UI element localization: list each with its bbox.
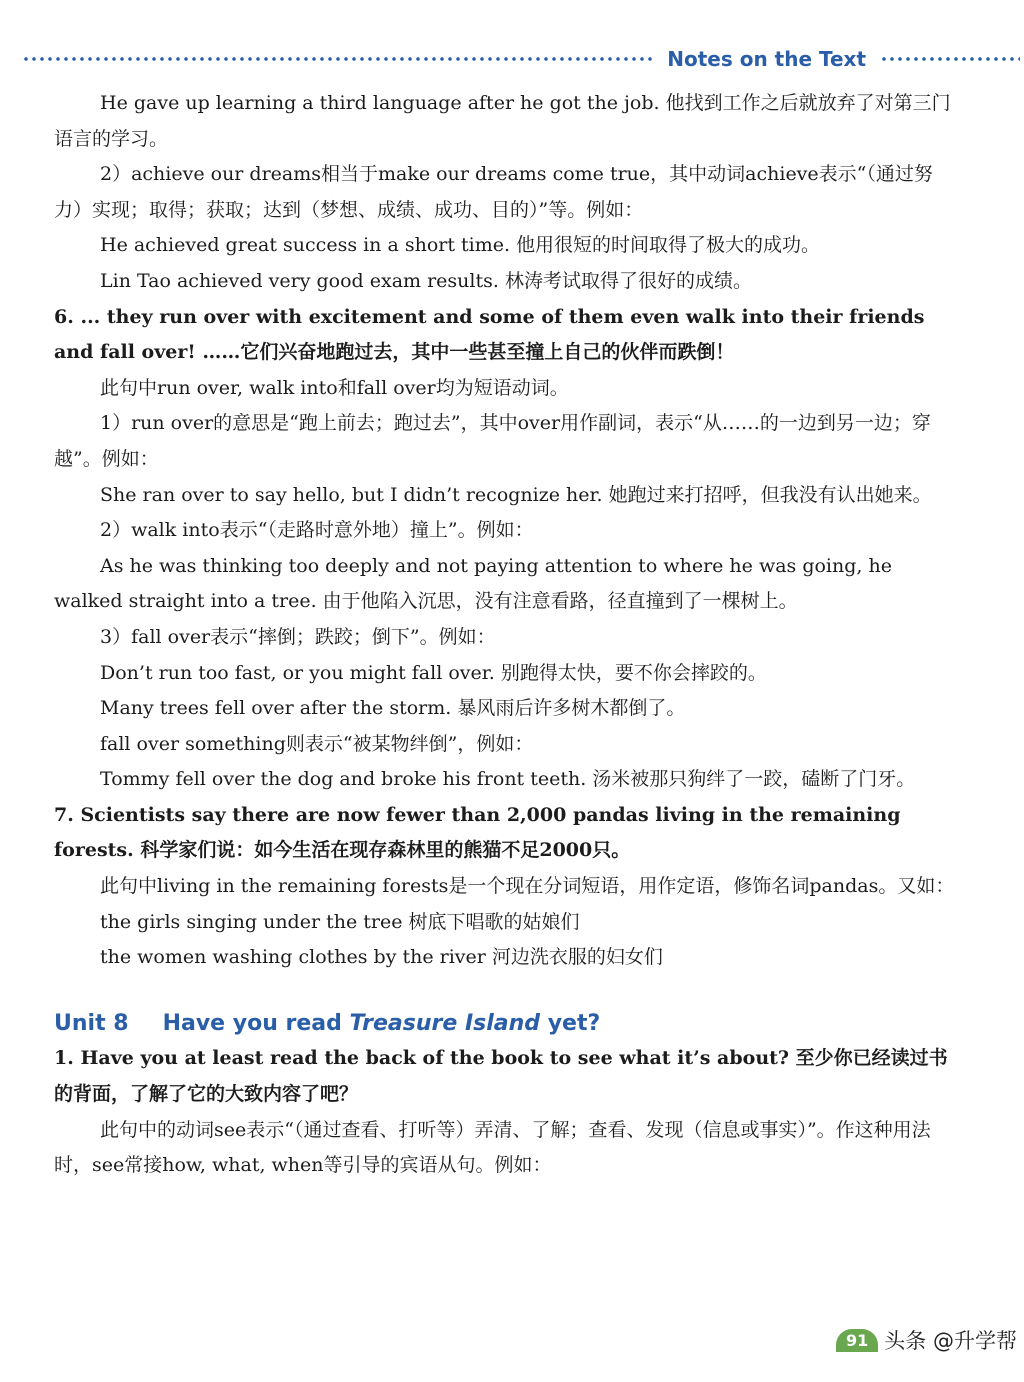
note-heading-7: 7. Scientists say there are now fewer than 2,000 pandas living in the remaining forests. 科学家们说：如今生活在现存森林里的熊猫不足2000只。 [54, 803, 901, 862]
running-header [22, 42, 1020, 76]
text-line: Many trees fell over after the storm. 暴风雨后许多树木都倒了。 [100, 697, 686, 720]
text-line: 2）achieve our dreams相当于make our dreams come true，其中动词achieve表示“（通过努力）实现；取得；获取；达到（梦想、成绩、成功、目的）”等。例如： [54, 163, 933, 221]
header-title: Notes on the Text [667, 47, 866, 71]
text-line: 此句中living in the remaining forests是一个现在分词短语，用作定语，修饰名词pandas。又如： [100, 875, 955, 898]
unit-heading [54, 1006, 958, 1042]
text-line: the girls singing under the tree 树底下唱歌的姑娘们 [100, 910, 580, 933]
note-heading-1: 1. Have you at least read the back of the book to see what it’s about? 至少你已经读过书的背面，了解了它的大致内容了吧？ [54, 1047, 948, 1106]
text-line: 1）run over的意思是“跑上前去；跑过去”，其中over用作副词，表示“从……的一边到另一边；穿越”。例如： [54, 412, 931, 470]
text-line: Lin Tao achieved very good exam results. 林涛考试取得了很好的成绩。 [100, 269, 752, 292]
text-line: As he was thinking too deeply and not paying attention to where he was going, he walked straight into a tree. 由于他陷入沉思，没有注意看路，径直撞到了一棵树上。 [54, 554, 892, 613]
text-line: the women washing clothes by the river 河边洗衣服的妇女们 [100, 946, 663, 969]
text-line: He achieved great success in a short time. 他用很短的时间取得了极大的成功。 [100, 234, 821, 257]
note-heading-6: 6. ... they run over with excitement and some of them even walk into their friends and fall over! ……它们兴奋地跑过去，其中一些甚至撞上自己的伙伴而跌倒！ [54, 305, 925, 364]
text-line: Don’t run too fast, or you might fall over. 别跑得太快，要不你会摔跤的。 [100, 661, 767, 684]
watermark: 头条 @升学帮 [884, 1329, 1017, 1353]
text-line: 2）walk into表示“（走路时意外地）撞上”。例如： [100, 519, 534, 542]
unit-title-start: Have you read [162, 1010, 350, 1036]
page-number-badge: 91 [836, 1329, 878, 1352]
text-line: 3）fall over表示“摔倒；跌跤；倒下”。例如： [100, 625, 496, 648]
unit-title-book: Treasure Island [349, 1010, 541, 1036]
page-body [54, 86, 958, 1184]
text-line: She ran over to say hello, but I didn’t recognize her. 她跑过来打招呼，但我没有认出她来。 [100, 483, 932, 506]
text-line: He gave up learning a third language after he got the job. 他找到工作之后就放弃了对第三门语言的学习。 [54, 92, 951, 150]
page-footer [836, 1320, 1017, 1360]
dotted-rule-right [880, 57, 1020, 61]
unit-number: Unit 8 [54, 1010, 129, 1036]
dotted-rule-left [22, 57, 653, 61]
text-line: 此句中run over, walk into和fall over均为短语动词。 [100, 376, 569, 399]
text-line: fall over something则表示“被某物绊倒”，例如： [100, 732, 534, 755]
text-line: 此句中的动词see表示“（通过查看、打听等）弄清、了解；查看、发现（信息或事实）”。作这种用法时，see常接how, what, when等引导的宾语从句。例如： [54, 1118, 931, 1177]
text-line: Tommy fell over the dog and broke his front teeth. 汤米被那只狗绊了一跤，磕断了门牙。 [100, 768, 916, 791]
unit-title-end: yet? [540, 1010, 601, 1036]
